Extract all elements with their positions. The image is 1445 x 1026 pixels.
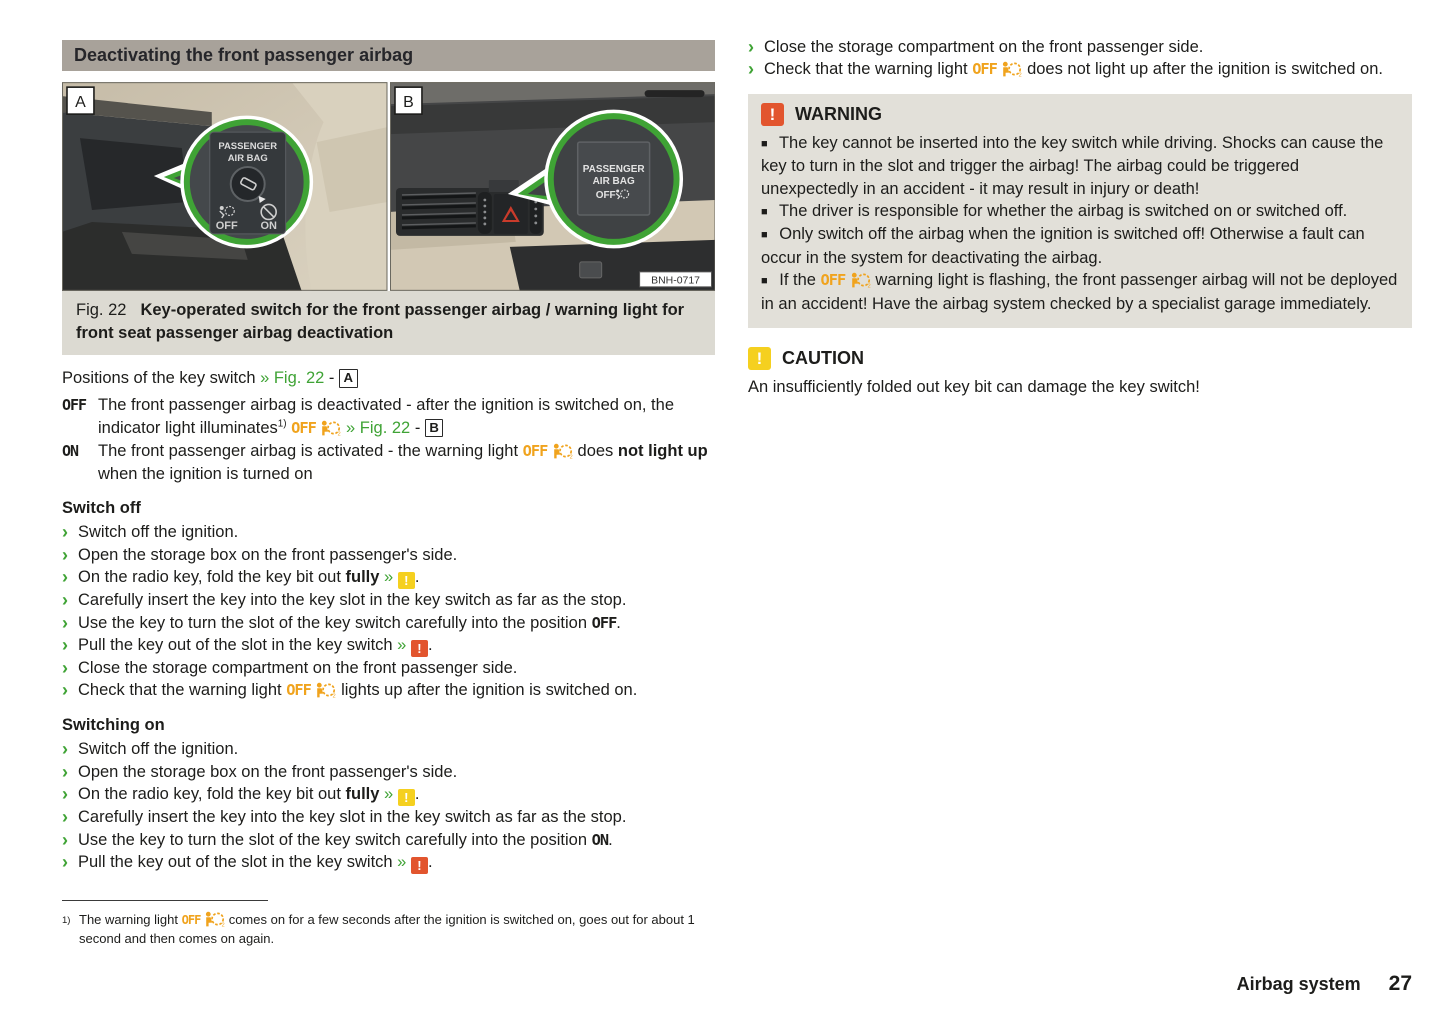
warning-title-icon: ! bbox=[761, 103, 784, 126]
airbag-warning-icon bbox=[552, 443, 573, 459]
left-column bbox=[62, 367, 717, 874]
photo-b-tag: B bbox=[402, 94, 414, 112]
list-item bbox=[62, 851, 717, 874]
list-item-text: Carefully insert the key into the key slot in the key switch as far as the stop. bbox=[78, 591, 627, 610]
section-header bbox=[62, 40, 715, 71]
caution-section bbox=[748, 347, 1412, 398]
definition-term-on: ON bbox=[62, 442, 79, 461]
warning-box bbox=[748, 94, 1412, 328]
warning-square-icon: ! bbox=[411, 857, 428, 874]
svg-text:2: 2 bbox=[333, 694, 337, 699]
list-item bbox=[62, 806, 717, 828]
bullet-marker: › bbox=[62, 544, 68, 565]
caution-text: An insufficiently folded out key bit can damage the key switch! bbox=[748, 378, 1200, 397]
figure-caption bbox=[62, 291, 715, 355]
list-item bbox=[62, 634, 717, 657]
section-title: Deactivating the front passenger airbag bbox=[74, 45, 414, 66]
switch-title-line2: AIR BAG bbox=[227, 153, 268, 165]
svg-text:2: 2 bbox=[867, 283, 871, 289]
footnote-text: The warning light OFF 2 comes on for a few seconds after the ignition is switched on, goes out for about 1 second and then comes on again. bbox=[79, 912, 695, 946]
warning-square-icon: ! bbox=[411, 640, 428, 657]
bullet-marker: › bbox=[748, 59, 754, 80]
display-line2: AIR BAG bbox=[592, 176, 635, 188]
figure-22-photos bbox=[62, 82, 715, 291]
list-item-text: Check that the warning light OFF 2 does not light up after the ignition is switched on. bbox=[764, 60, 1383, 79]
list-item bbox=[62, 657, 717, 679]
warning-title: WARNING bbox=[795, 104, 882, 125]
list-item bbox=[748, 36, 1412, 58]
footnote-rule bbox=[62, 900, 268, 901]
list-item-text: The driver is responsible for whether the airbag is switched on or switched off. bbox=[778, 202, 1348, 221]
definition-on bbox=[62, 440, 717, 485]
list-item-text: Open the storage box on the front passenger's side. bbox=[78, 545, 458, 564]
list-item bbox=[62, 829, 717, 851]
caution-title-icon: ! bbox=[748, 347, 771, 370]
caution-square-icon: ! bbox=[398, 572, 415, 589]
list-item bbox=[62, 783, 717, 806]
warning-list bbox=[761, 132, 1399, 315]
caution-title-row bbox=[748, 347, 1412, 370]
list-item-text: Only switch off the airbag when the ignition is switched off! Otherwise a fault can occur in the system for deactivating the airbag. bbox=[761, 225, 1365, 267]
switch-off-label: OFF bbox=[215, 219, 238, 232]
boxed-figure-ref: A bbox=[339, 369, 358, 388]
display-line1: PASSENGER bbox=[582, 164, 645, 176]
footnote-marker: 1) bbox=[62, 915, 71, 926]
list-item-text: Use the key to turn the slot of the key switch carefully into the position OFF. bbox=[78, 613, 621, 632]
definition-term-off: OFF bbox=[62, 396, 87, 415]
definition-text-on: The front passenger airbag is activated - the warning light OFF 2 does not light up when the ignition is turned on bbox=[98, 442, 708, 483]
list-item-text: Pull the key out of the slot in the key switch » ! . bbox=[78, 852, 433, 873]
list-item-text: On the radio key, fold the key bit out fully » ! . bbox=[78, 785, 420, 806]
switch-off-heading: Switch off bbox=[62, 499, 141, 518]
bullet-marker: › bbox=[748, 37, 754, 57]
bullet-marker: › bbox=[62, 851, 68, 872]
figure-number: Fig. 22 bbox=[76, 301, 127, 319]
list-item-text: Use the key to turn the slot of the key switch carefully into the position ON. bbox=[78, 830, 613, 849]
bullet-marker: › bbox=[62, 807, 68, 828]
svg-text:2: 2 bbox=[221, 922, 225, 927]
bullet-marker: › bbox=[62, 635, 68, 656]
bullet-marker: › bbox=[62, 761, 68, 782]
switch-off-list bbox=[62, 521, 717, 701]
bullet-marker: ■ bbox=[761, 137, 768, 150]
switching-on-list bbox=[62, 738, 717, 874]
bullet-marker: › bbox=[62, 590, 68, 611]
list-item-text: Close the storage compartment on the front passenger side. bbox=[764, 38, 1204, 56]
list-item bbox=[62, 679, 717, 701]
list-item bbox=[62, 521, 717, 543]
list-item bbox=[62, 589, 717, 611]
svg-text:2: 2 bbox=[1019, 73, 1023, 78]
footer-section: Airbag system bbox=[1236, 974, 1361, 994]
list-item-text: On the radio key, fold the key bit out fully » ! . bbox=[78, 568, 420, 589]
bullet-marker: › bbox=[62, 784, 68, 805]
footnote bbox=[62, 900, 722, 947]
bullet-marker: › bbox=[62, 612, 68, 633]
figure-caption-text: Key-operated switch for the front passenger airbag / warning light for front seat passenger airbag deactivation bbox=[76, 301, 685, 342]
bullet-marker: › bbox=[62, 739, 68, 760]
bullet-marker: ■ bbox=[761, 275, 768, 288]
bullet-marker: › bbox=[62, 658, 68, 679]
list-item-text: Check that the warning light OFF 2 lights up after the ignition is switched on. bbox=[78, 681, 638, 700]
bullet-marker: › bbox=[62, 829, 68, 850]
display-line3: OFF bbox=[595, 189, 616, 201]
airbag-warning-icon bbox=[850, 272, 871, 288]
svg-text:2: 2 bbox=[569, 454, 573, 460]
positions-line: Positions of the key switch » Fig. 22 - A bbox=[62, 367, 717, 389]
list-item-text: Open the storage box on the front passenger's side. bbox=[78, 762, 458, 781]
list-item bbox=[62, 738, 717, 760]
airbag-warning-icon bbox=[204, 911, 225, 927]
bullet-marker: › bbox=[62, 567, 68, 588]
airbag-warning-icon bbox=[1001, 61, 1022, 77]
right-column bbox=[748, 36, 1412, 398]
switch-title-line1: PASSENGER bbox=[218, 141, 278, 153]
definition-off bbox=[62, 394, 717, 439]
list-item-text: The key cannot be inserted into the key switch while driving. Shocks can cause the key to turn in the slot and trigger the airbag! The airbag could be triggered unexpectedly in an accident - it may result in injury or death! bbox=[761, 133, 1384, 198]
definition-text-off: The front passenger airbag is deactivated - after the ignition is switched on, the indicator light illuminates$^{1)}$ OFF 2 » Fig. 22 - B bbox=[98, 396, 674, 437]
list-item bbox=[761, 269, 1399, 315]
list-item bbox=[62, 566, 717, 589]
footer-page-number: 27 bbox=[1388, 972, 1412, 995]
list-item bbox=[62, 612, 717, 634]
svg-text:2: 2 bbox=[338, 431, 342, 436]
bullet-marker: › bbox=[62, 680, 68, 701]
list-item-text: Switch off the ignition. bbox=[78, 740, 239, 759]
list-item bbox=[62, 761, 717, 783]
photo-a-tag: A bbox=[75, 94, 86, 112]
bullet-marker: › bbox=[62, 522, 68, 543]
right-top-list bbox=[748, 36, 1412, 81]
list-item-text: Carefully insert the key into the key slot in the key switch as far as the stop. bbox=[78, 808, 627, 827]
list-item-text: If the OFF 2 warning light is flashing, the front passenger airbag will not be deployed in an accident! Have the airbag system checked by a specialist garage immediately. bbox=[761, 271, 1398, 313]
page-footer bbox=[748, 973, 1412, 996]
caution-title: CAUTION bbox=[782, 348, 864, 369]
list-item-text: Pull the key out of the slot in the key switch » ! . bbox=[78, 636, 433, 657]
switch-on-label: ON bbox=[260, 219, 277, 232]
airbag-warning-icon bbox=[315, 682, 336, 698]
switching-on-heading: Switching on bbox=[62, 715, 165, 734]
bullet-marker: ■ bbox=[761, 206, 768, 219]
list-item-text: Switch off the ignition. bbox=[78, 523, 239, 542]
list-item bbox=[761, 132, 1399, 200]
list-item bbox=[748, 58, 1412, 80]
bullet-marker: ■ bbox=[761, 229, 768, 242]
caution-square-icon: ! bbox=[398, 789, 415, 806]
list-item bbox=[62, 544, 717, 566]
airbag-warning-icon bbox=[320, 420, 341, 436]
list-item-text: Close the storage compartment on the front passenger side. bbox=[78, 659, 518, 678]
photo-b-warning-light bbox=[390, 82, 716, 291]
warning-title-row bbox=[761, 103, 1399, 126]
list-item bbox=[761, 223, 1399, 269]
boxed-figure-ref: B bbox=[425, 419, 444, 438]
photo-code: BNH-0717 bbox=[650, 275, 700, 287]
photo-a-key-switch bbox=[62, 82, 388, 291]
list-item bbox=[761, 200, 1399, 223]
